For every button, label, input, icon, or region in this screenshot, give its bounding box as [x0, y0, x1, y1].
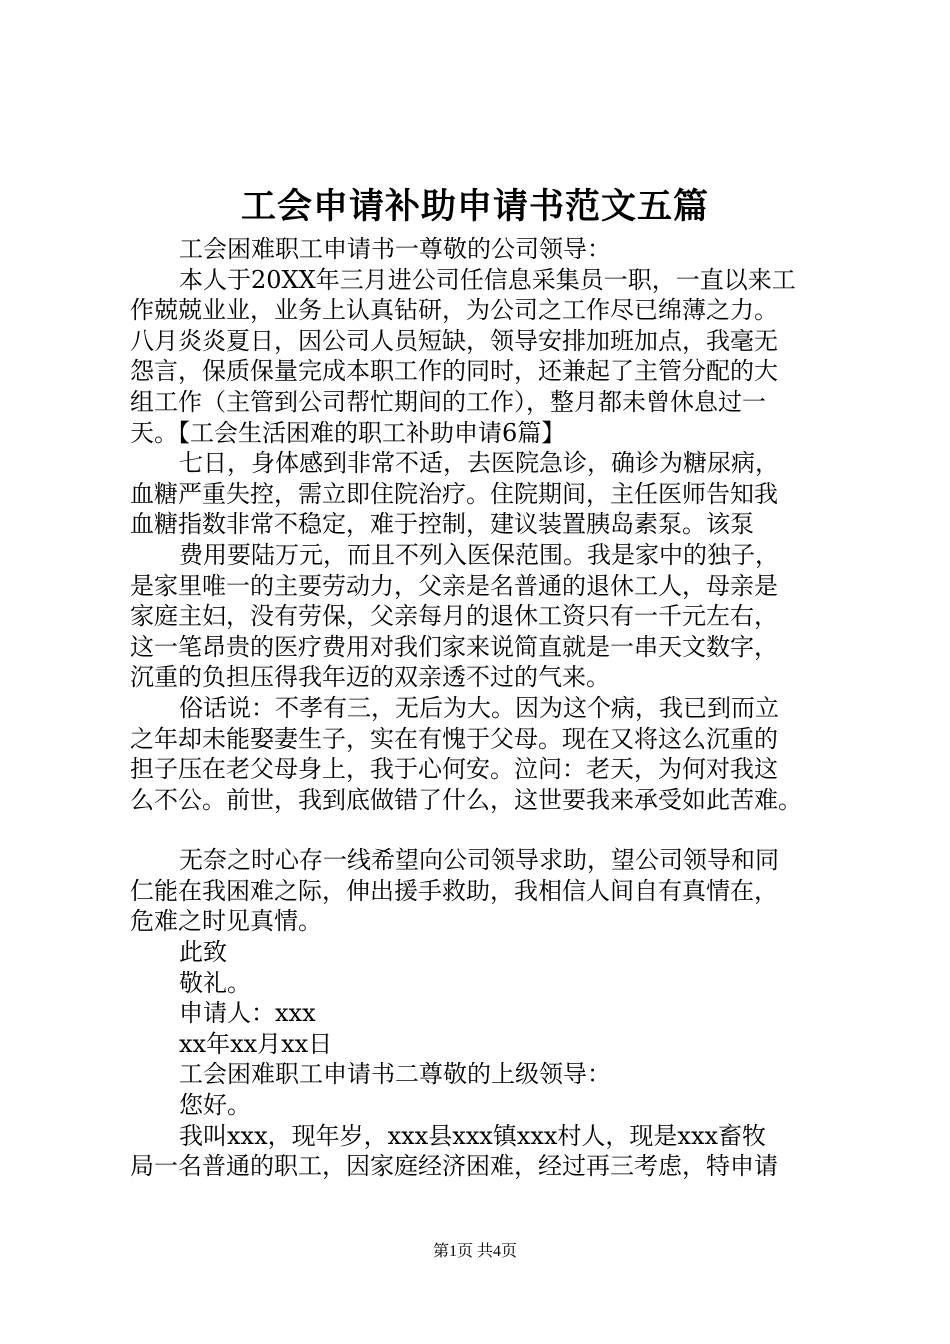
- document-title: 工会申请补助申请书范文五篇: [240, 187, 709, 227]
- text-line: 八月炎炎夏日，因公司人员短缺，领导安排加班加点，我毫无: [130, 326, 778, 355]
- text-line: 费用要陆万元，而且不列入医保范围。我是家中的独子，: [179, 540, 779, 569]
- text-line: 血糖严重失控，需立即住院治疗。住院期间，主任医师告知我: [130, 479, 778, 508]
- text-line: 本人于20XX年三月进公司任信息采集员一职，一直以来工: [179, 265, 796, 294]
- text-line: 天。【工会生活困难的职工补助申请6篇】: [130, 418, 566, 447]
- text-line: 仁能在我困难之际，伸出援手救助，我相信人间自有真情在，: [130, 876, 778, 905]
- text-line: 之年却未能娶妻生子，实在有愧于父母。现在又将这么沉重的: [130, 724, 778, 753]
- text-line: 工会困难职工申请书二尊敬的上级领导：: [179, 1060, 611, 1089]
- text-line: 是家里唯一的主要劳动力，父亲是名普通的退休工人，母亲是: [130, 571, 778, 600]
- text-line: 这一笔昂贵的医疗费用对我们家来说简直就是一串天文数字，: [130, 632, 778, 661]
- text-line: 我叫xxx，现年岁，xxx县xxx镇xxx村人，现是xxx畜牧: [179, 1121, 767, 1150]
- text-line: 无奈之时心存一线希望向公司领导求助，望公司领导和同: [179, 846, 779, 875]
- text-line: 血糖指数非常不稳定，难于控制，建议装置胰岛素泵。该泵: [130, 510, 754, 539]
- page-footer: 第1页 共4页: [432, 1243, 517, 1260]
- text-line: 担子压在老父母身上，我于心何安。泣问：老天，为何对我这: [130, 755, 778, 784]
- paragraph-gap: [130, 815, 850, 845]
- document-body: [130, 234, 850, 1182]
- text-line: 危难之时见真情。: [130, 907, 322, 936]
- text-line: 么不公。前世，我到底做错了什么，这世要我来承受如此苦难。: [130, 785, 802, 814]
- text-line: 您好。: [179, 1091, 251, 1120]
- text-line: 家庭主妇，没有劳保，父亲每月的退休工资只有一千元左右，: [130, 602, 778, 631]
- text-line: 工会困难职工申请书一尊敬的公司领导：: [179, 235, 611, 263]
- text-line: 组工作（主管到公司帮忙期间的工作），整月都未曾休息过一: [130, 387, 766, 416]
- text-line: 局一名普通的职工，因家庭经济困难，经过再三考虑，特申请: [130, 1152, 778, 1181]
- text-line: xx年xx月xx日: [179, 1029, 333, 1058]
- text-line: 沉重的负担压得我年迈的双亲透不过的气来。: [130, 663, 610, 692]
- text-line: 怨言，保质保量完成本职工作的同时，还兼起了主管分配的大: [130, 357, 778, 386]
- text-line: 此致: [179, 938, 227, 967]
- text-line: 七日，身体感到非常不适，去医院急诊，确诊为糖尿病，: [179, 449, 779, 478]
- text-line: 俗话说：不孝有三，无后为大。因为这个病，我已到而立: [179, 693, 779, 722]
- text-line: 作兢兢业业，业务上认真钻研，为公司之工作尽已绵薄之力。: [130, 296, 778, 325]
- text-line: 申请人：xxx: [179, 999, 316, 1028]
- text-line: 敬礼。: [179, 968, 251, 997]
